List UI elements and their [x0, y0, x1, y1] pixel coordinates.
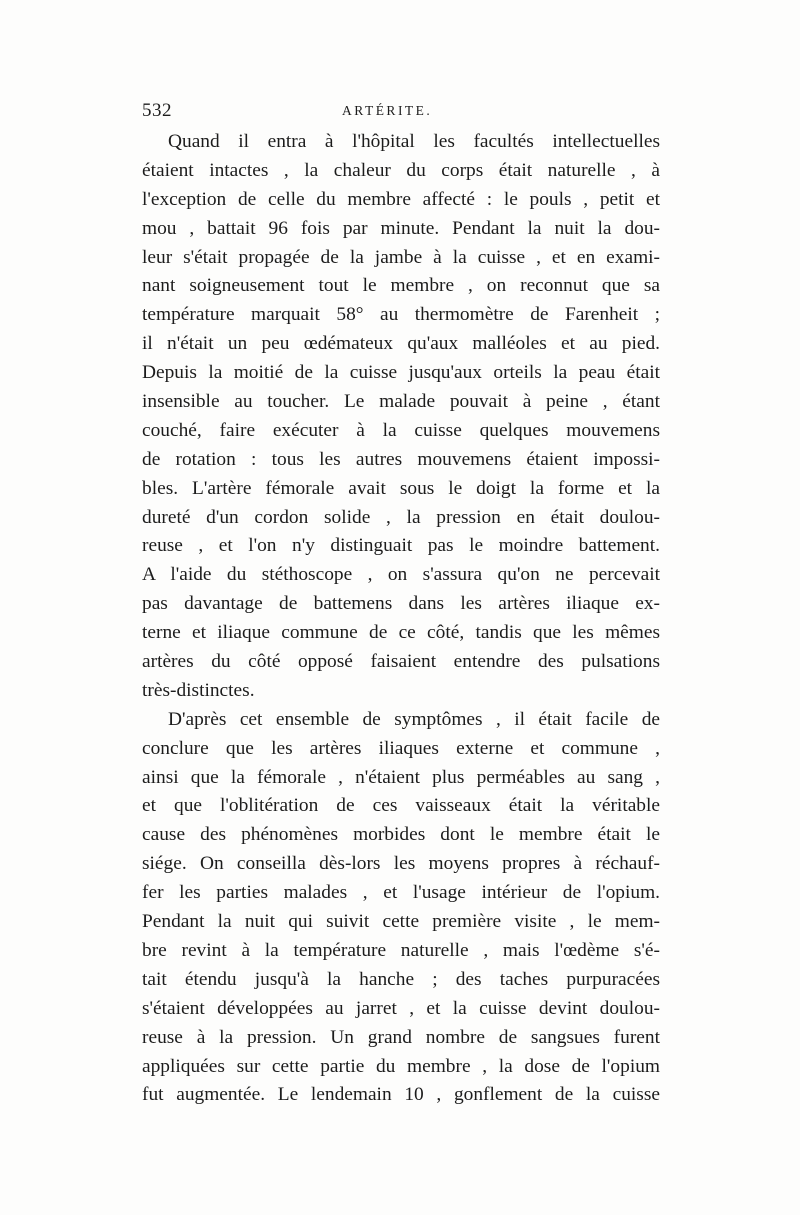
text-line: reuse à la pression. Un grand nombre de sangsues furent: [142, 1026, 660, 1048]
text-line: A l'aide du stéthoscope , on s'assura qu'on ne percevait: [142, 564, 660, 586]
text-line: pas davantage de battemens dans les artères iliaque ex-: [142, 593, 660, 615]
text-line: couché, faire exécuter à la cuisse quelques mouvemens: [142, 419, 660, 441]
text-line: s'étaient développées au jarret , et la cuisse devint doulou-: [142, 997, 660, 1019]
running-title: ARTÉRITE.: [342, 103, 433, 118]
text-line: leur s'était propagée de la jambe à la cuisse , et en exami-: [142, 246, 660, 268]
text-line: il n'était un peu œdémateux qu'aux malléoles et au pied.: [142, 333, 660, 355]
page-number: 532: [142, 100, 172, 121]
text-line: de rotation : tous les autres mouvemens étaient impossi-: [142, 448, 660, 470]
text-line: très-distinctes.: [142, 679, 255, 701]
text-line: dureté d'un cordon solide , la pression en était doulou-: [142, 506, 660, 528]
text-line: tait étendu jusqu'à la hanche ; des taches purpuracées: [142, 968, 660, 990]
text-line: artères du côté opposé faisaient entendre des pulsations: [142, 651, 660, 673]
text-line: étaient intactes , la chaleur du corps était naturelle , à: [142, 159, 660, 181]
text-line: Depuis la moitié de la cuisse jusqu'aux orteils la peau était: [142, 362, 660, 384]
text-line: fut augmentée. Le lendemain 10 , gonflement de la cuisse: [142, 1084, 660, 1106]
text-line: ainsi que la fémorale , n'étaient plus perméables au sang ,: [142, 766, 660, 788]
text-line: reuse , et l'on n'y distinguait pas le moindre battement.: [142, 535, 660, 557]
text-line: D'après cet ensemble de symptômes , il était facile de: [168, 708, 660, 730]
body-text: [142, 128, 660, 1110]
text-line: fer les parties malades , et l'usage intérieur de l'opium.: [142, 882, 660, 904]
text-line: insensible au toucher. Le malade pouvait à peine , étant: [142, 391, 660, 413]
text-line: l'exception de celle du membre affecté : le pouls , petit et: [142, 188, 660, 210]
text-line: appliquées sur cette partie du membre , la dose de l'opium: [142, 1055, 660, 1077]
text-line: nant soigneusement tout le membre , on reconnut que sa: [142, 275, 660, 297]
text-line: et que l'oblitération de ces vaisseaux était la véritable: [142, 795, 660, 817]
text-line: cause des phénomènes morbides dont le membre était le: [142, 824, 660, 846]
text-line: bre revint à la température naturelle , mais l'œdème s'é-: [142, 939, 660, 961]
text-line: température marquait 58° au thermomètre de Farenheit ;: [142, 304, 660, 326]
text-line: siége. On conseilla dès-lors les moyens propres à réchauf-: [142, 853, 660, 875]
text-line: bles. L'artère fémorale avait sous le doigt la forme et la: [142, 477, 660, 499]
text-line: Quand il entra à l'hôpital les facultés intellectuelles: [168, 131, 660, 152]
text-line: Pendant la nuit qui suivit cette première visite , le mem-: [142, 911, 660, 933]
text-line: terne et iliaque commune de ce côté, tandis que les mêmes: [142, 622, 660, 644]
running-head: [142, 100, 662, 124]
text-line: conclure que les artères iliaques externe et commune ,: [142, 737, 660, 759]
text-line: mou , battait 96 fois par minute. Pendant la nuit la dou-: [142, 217, 660, 239]
